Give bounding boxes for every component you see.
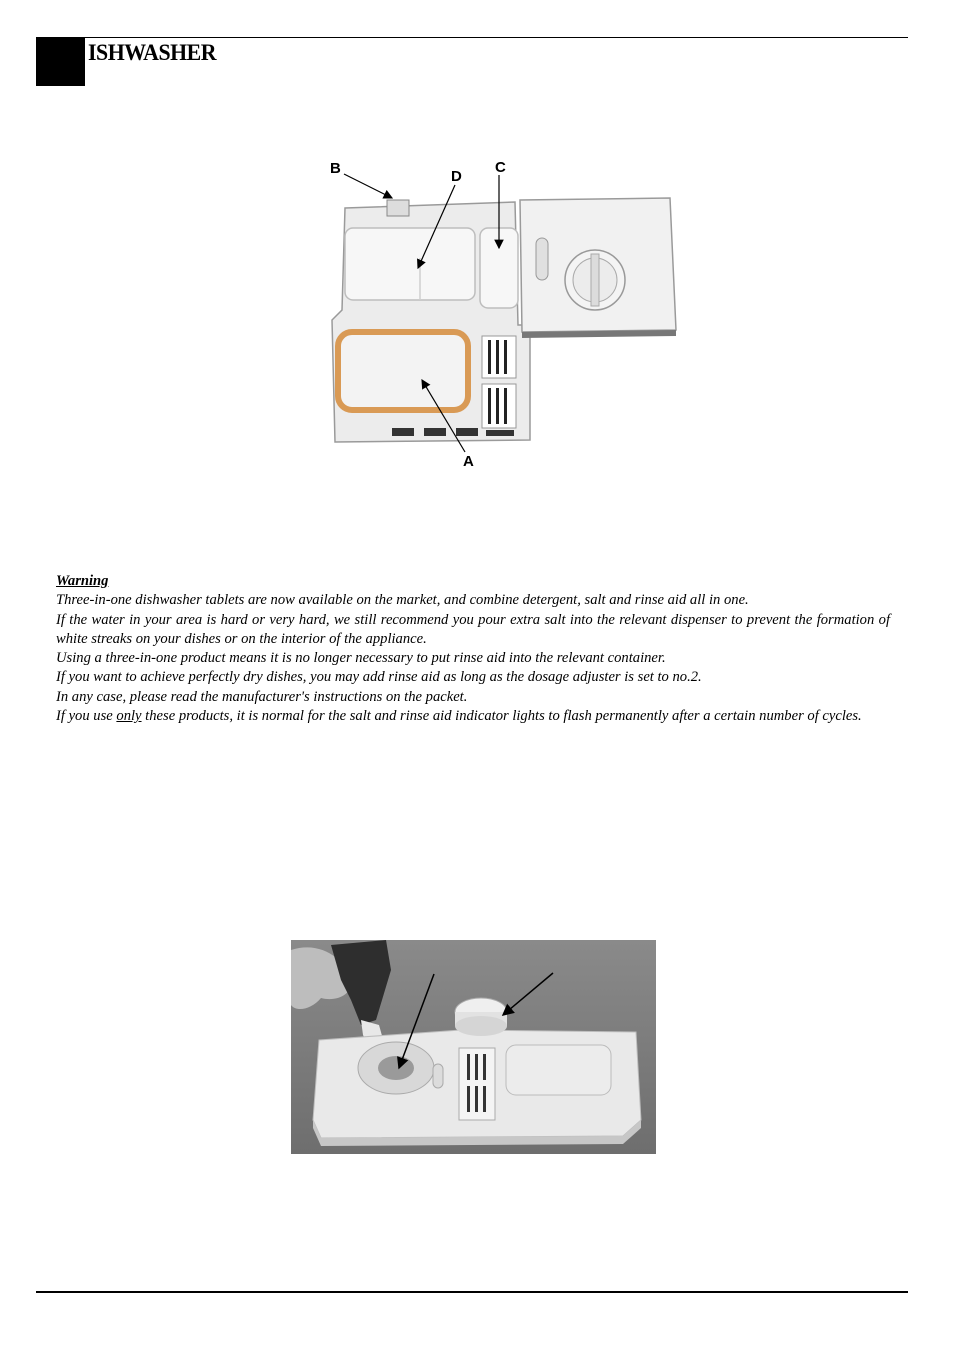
warning-line: In any case, please read the manufacturer's instructions on the packet. (56, 688, 468, 705)
warning-emphasis: only (116, 708, 142, 725)
label-b: B (330, 160, 341, 177)
warning-text: these products, it is normal for the salt and rinse aid indicator lights to flash permanently after a certain number of cycles. (141, 708, 862, 725)
footer-rule (36, 1291, 908, 1293)
warning-line: Three-in-one dishwasher tablets are now available on the market, and combine detergent, salt and rinse aid all in one. (56, 592, 749, 609)
label-a: A (463, 453, 474, 470)
warning-line: If you want to achieve perfectly dry dishes, you may add rinse aid as long as the dosage adjuster is set to no.2. (56, 669, 702, 686)
page-title: ISHWASHER (88, 40, 217, 65)
header-block (36, 37, 85, 86)
rinse-aid-photo (291, 940, 656, 1154)
header-rule (36, 37, 908, 38)
warning-section (56, 572, 890, 726)
warning-title: Warning (56, 573, 109, 589)
label-d: D (451, 168, 462, 185)
label-c: C (495, 159, 506, 176)
warning-line: Using a three-in-one product means it is no longer necessary to put rinse aid into the relevant container. (56, 650, 666, 667)
warning-line: If the water in your area is hard or very hard, we still recommend you pour extra salt into the relevant dispenser to prevent the formation of white streaks on your dishes or on the interior of the appliance. (56, 611, 890, 647)
warning-line (56, 707, 890, 726)
dispenser-diagram (300, 150, 700, 480)
warning-text: If you use (56, 708, 117, 725)
